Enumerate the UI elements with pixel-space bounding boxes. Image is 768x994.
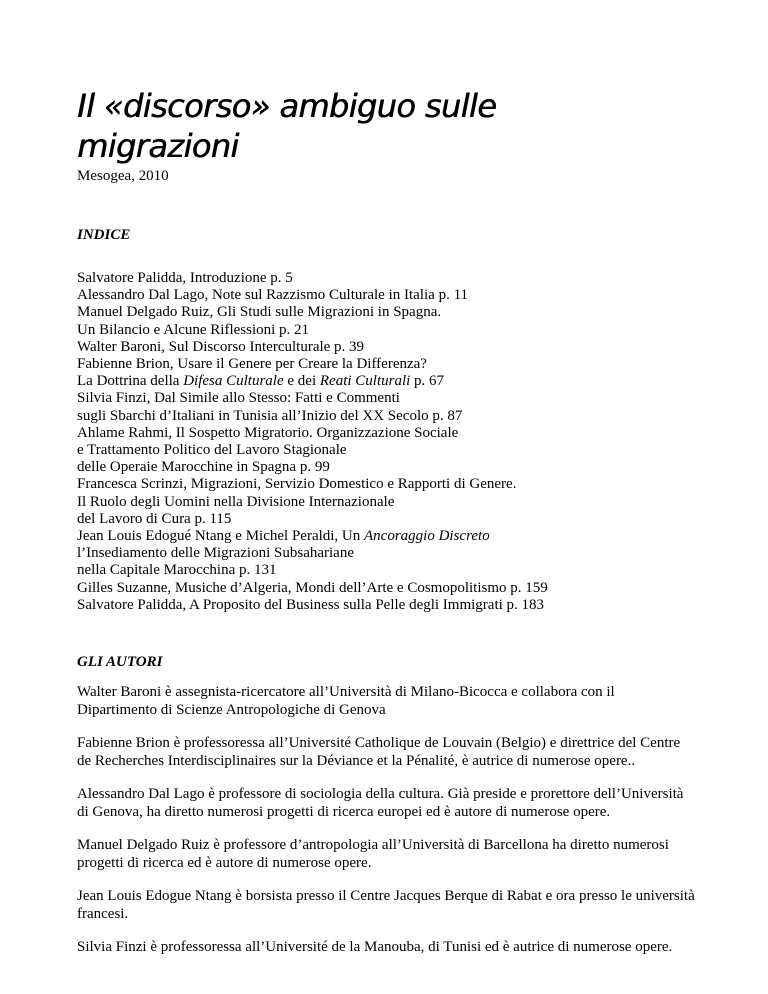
toc-line-text: delle Operaie Marocchine in Spagna p. 99	[77, 459, 330, 476]
author-bio: Walter Baroni è assegnista-ricercatore all’Università di Milano-Bicocca e collabora con il Dipartimento di Scienze Antropologiche di Genova	[77, 684, 615, 719]
title-line-2: migrazioni	[77, 127, 239, 165]
toc-line	[77, 562, 697, 579]
toc-line-text: Ahlame Rahmi, Il Sospetto Migratorio. Organizzazione Sociale	[77, 424, 459, 441]
toc-line-text: del Lavoro di Cura p. 115	[77, 510, 232, 527]
toc-line-text: p. 67	[410, 373, 445, 390]
toc-line-text: nella Capitale Marocchina p. 131	[77, 562, 277, 579]
toc-line-text: Un Bilancio e Alcune Riflessioni p. 21	[77, 321, 310, 338]
title-line-1: Il «discorso» ambiguo sulle	[77, 87, 497, 125]
author-bio: Alessandro Dal Lago è professore di sociologia della cultura. Già preside e prorettore dell’Università di Genova, ha diretto numerosi progetti di ricerca europei ed è autore di numerose opere.	[77, 786, 684, 821]
toc-line	[77, 304, 697, 321]
toc-line-text: Il Ruolo degli Uomini nella Divisione Internazionale	[77, 493, 395, 510]
toc-line	[77, 356, 697, 373]
toc-line-text: e dei	[283, 373, 320, 390]
toc-line	[77, 511, 697, 528]
author-bio: Silvia Finzi è professoressa all’Université de la Manouba, di Tunisi ed è autrice di numerose opere.	[77, 939, 673, 956]
toc-line-text: Francesca Scrinzi, Migrazioni, Servizio Domestico e Rapporti di Genere.	[77, 476, 517, 493]
toc-line	[77, 408, 697, 425]
toc-heading: INDICE	[77, 227, 131, 243]
document-page	[77, 86, 697, 971]
author-bio: Fabienne Brion è professoressa all’Université Catholique de Louvain (Belgio) e direttrice del Centre de Recherches Interdisciplinaires sur la Déviance et la Pénalité, è autrice di numerose opere..	[77, 735, 681, 770]
toc-line-text: l’Insediamento delle Migrazioni Subsahariane	[77, 545, 354, 562]
author-bio: Manuel Delgado Ruiz è professore d’antropologia all’Università di Barcellona ha diretto numerosi progetti di ricerca ed è autore di numerose opere.	[77, 837, 669, 872]
toc-list	[77, 270, 697, 614]
toc-line-text: Jean Louis Edogué Ntang e Michel Peraldi, Un	[77, 528, 365, 545]
authors-list	[77, 683, 697, 956]
toc-line-text: Salvatore Palidda, Introduzione p. 5	[77, 270, 293, 286]
toc-line	[77, 322, 697, 339]
toc-line-text: La Dottrina della	[77, 373, 184, 390]
toc-line-text: Salvatore Palidda, A Proposito del Business sulla Pelle degli Immigrati p. 183	[77, 596, 545, 613]
toc-line-text: Alessandro Dal Lago, Note sul Razzismo Culturale in Italia p. 11	[77, 287, 469, 304]
toc-line	[77, 494, 697, 511]
publisher-year: Mesogea, 2010	[77, 168, 169, 184]
toc-line	[77, 390, 697, 407]
toc-italic-title: Reati Culturali	[319, 373, 411, 390]
toc-line-text: sugli Sbarchi d’Italiani in Tunisia all’Inizio del XX Secolo p. 87	[77, 407, 463, 424]
toc-line-text: Silvia Finzi, Dal Simile allo Stesso: Fatti e Commenti	[77, 390, 400, 407]
toc-line	[77, 476, 697, 493]
toc-line	[77, 442, 697, 459]
authors-heading: GLI AUTORI	[77, 654, 163, 671]
toc-line	[77, 580, 697, 597]
document-title	[77, 86, 697, 166]
toc-line	[77, 339, 697, 356]
toc-italic-title: Difesa Culturale	[183, 373, 284, 390]
toc-line-text: Fabienne Brion, Usare il Genere per Creare la Differenza?	[77, 356, 427, 373]
toc-line	[77, 270, 697, 287]
toc-line-text: Walter Baroni, Sul Discorso Interculturale p. 39	[77, 338, 365, 355]
toc-line-text: e Trattamento Politico del Lavoro Stagionale	[77, 442, 347, 459]
toc-italic-title: Ancoraggio Discreto	[364, 528, 490, 545]
toc-line	[77, 373, 697, 390]
toc-line	[77, 528, 697, 545]
author-bio: Jean Louis Edogue Ntang è borsista presso il Centre Jacques Berque di Rabat e ora presso le università francesi.	[77, 888, 695, 923]
toc-line	[77, 287, 697, 304]
toc-line-text: Manuel Delgado Ruiz, Gli Studi sulle Migrazioni in Spagna.	[77, 304, 442, 321]
toc-line	[77, 425, 697, 442]
toc-line	[77, 459, 697, 476]
toc-line	[77, 597, 697, 614]
toc-line-text: Gilles Suzanne, Musiche d’Algeria, Mondi dell’Arte e Cosmopolitismo p. 159	[77, 579, 548, 596]
toc-line	[77, 545, 697, 562]
